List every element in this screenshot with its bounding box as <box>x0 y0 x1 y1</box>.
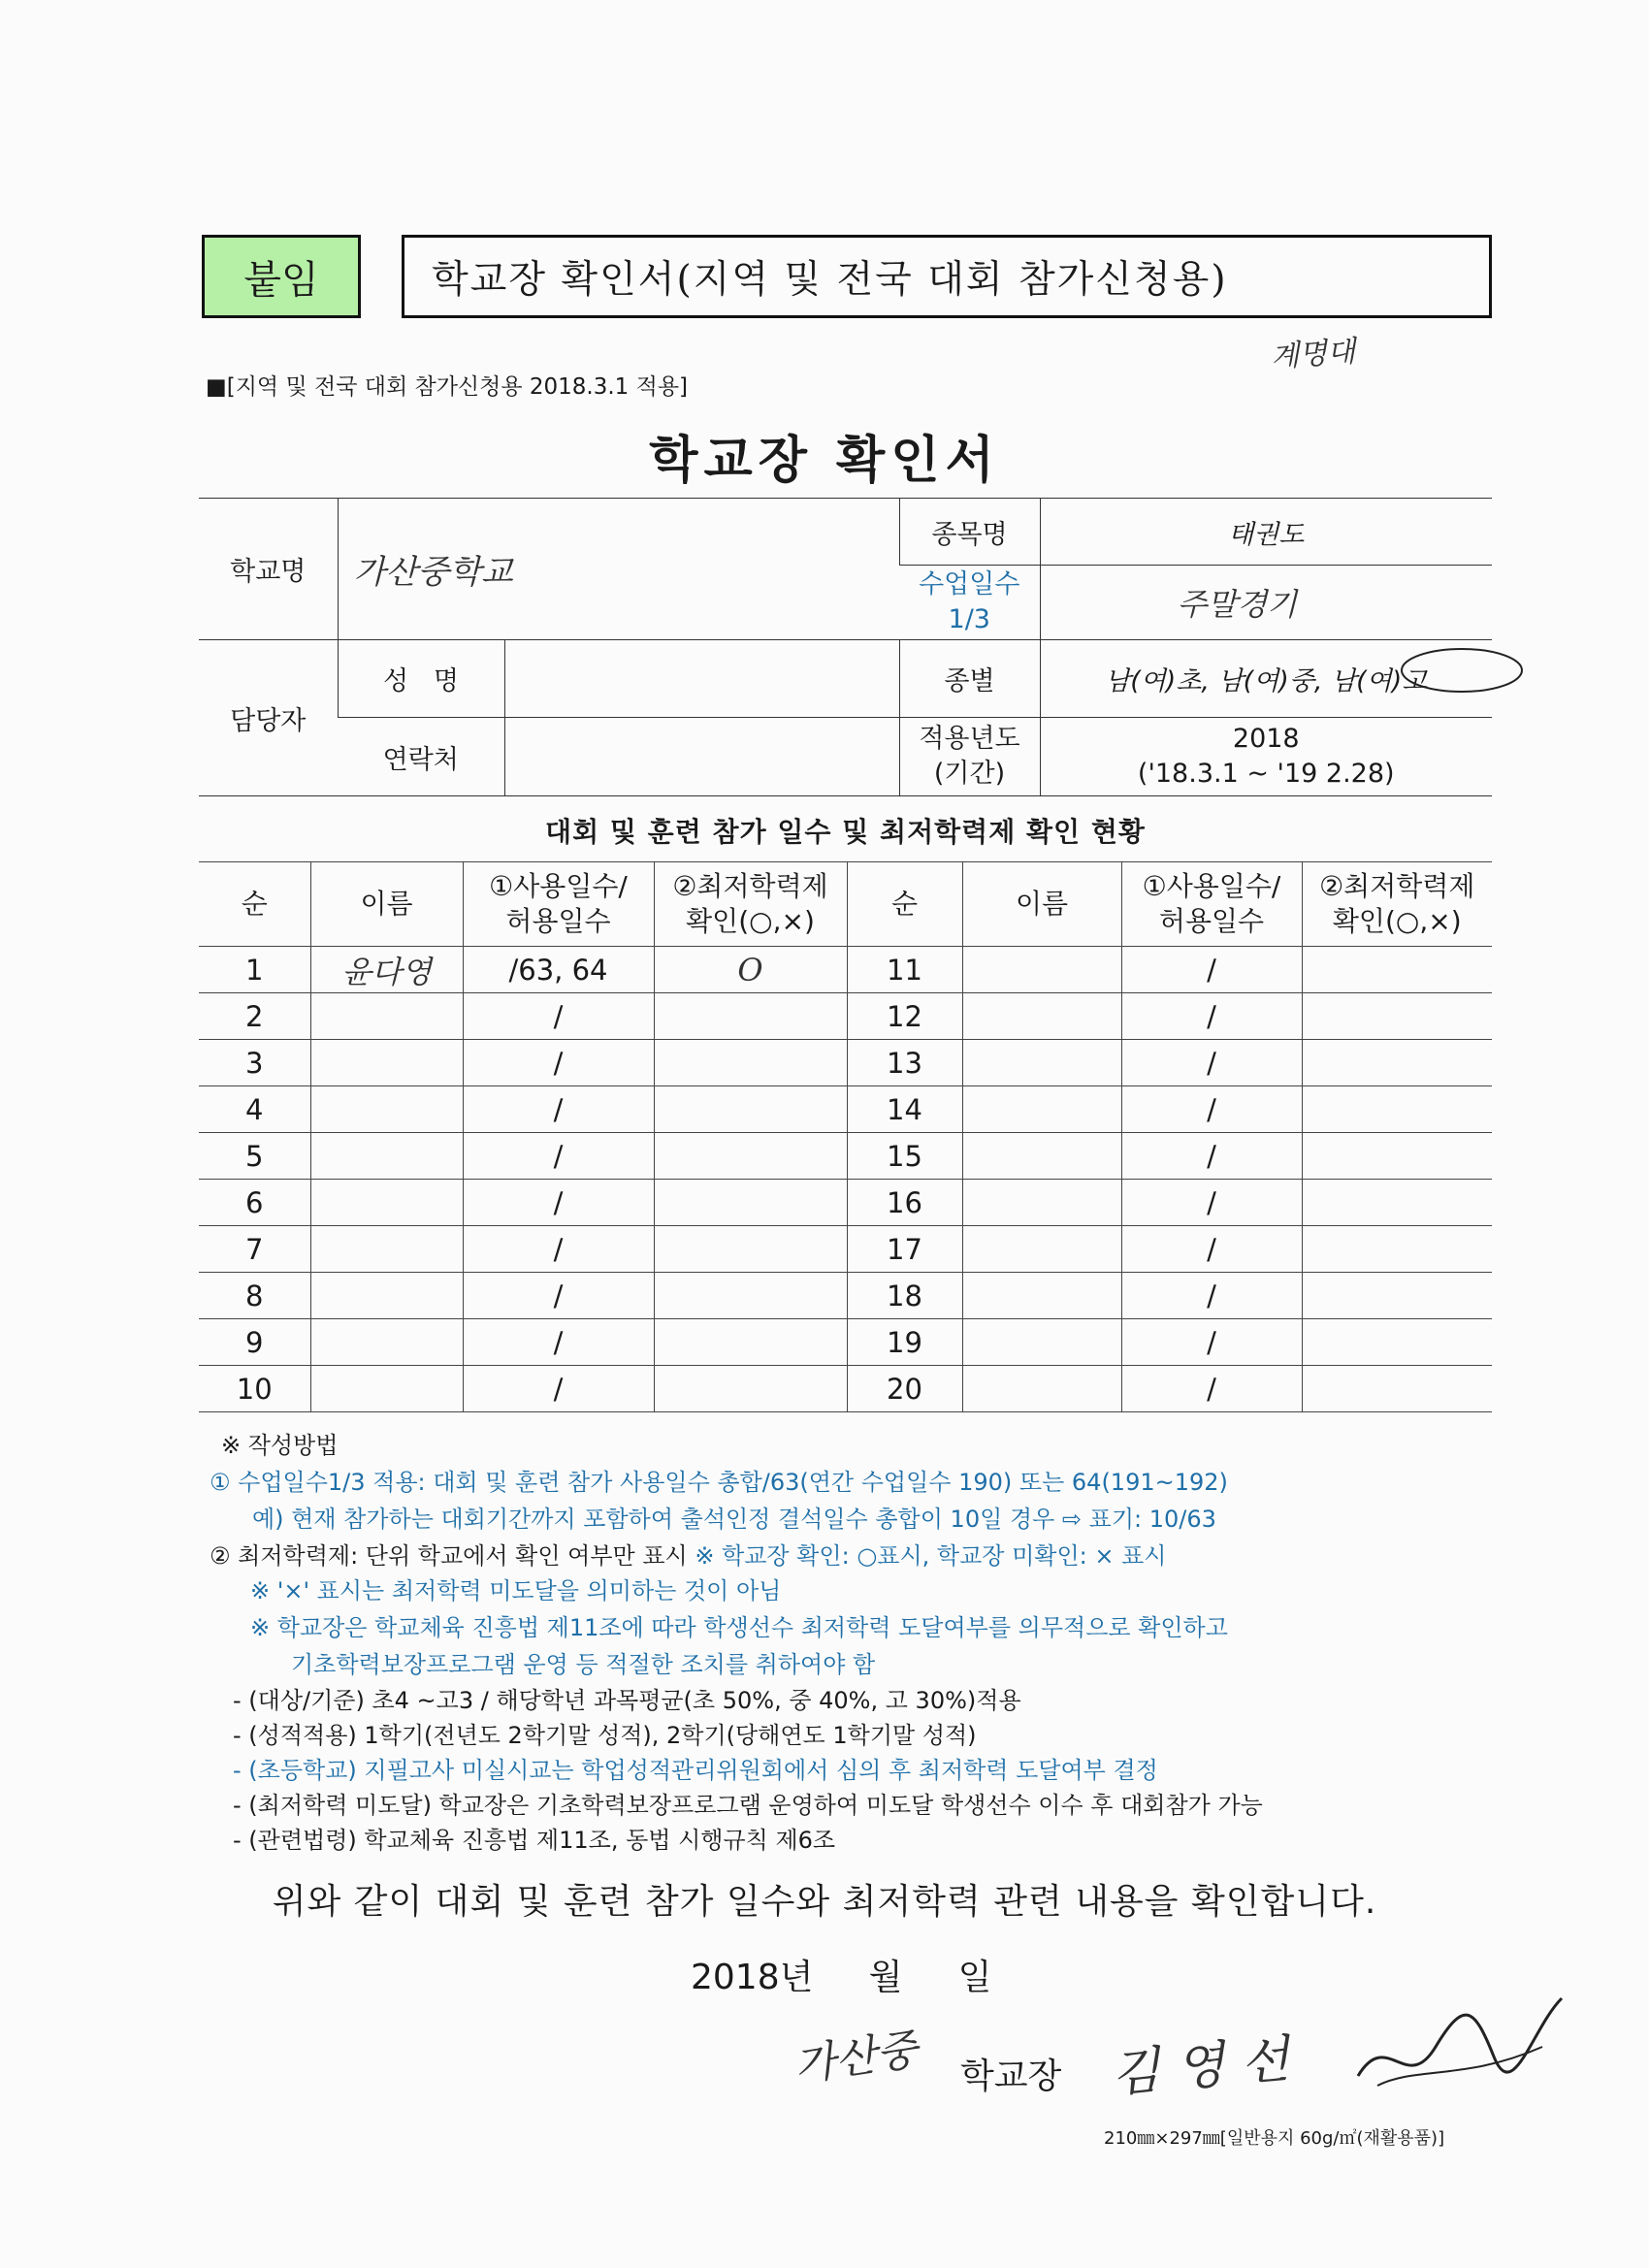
table-cell <box>654 1040 847 1086</box>
table-cell <box>654 1226 847 1273</box>
note-1b: 예) 현재 참가하는 대회기간까지 포함하여 출석인정 결석일수 총합이 10일 경우 ⇨ 표기: 10/63 <box>252 1506 1216 1533</box>
contact-label: 연락처 <box>338 718 504 796</box>
column-header: ②최저학력제 확인(○,×) <box>654 862 847 947</box>
table-cell: 8 <box>199 1273 310 1319</box>
kind-label: 종별 <box>899 640 1040 718</box>
table-cell: / <box>463 1180 654 1226</box>
class-days-value: 주말경기 <box>1040 566 1492 640</box>
principal-signature: 김 영 선 <box>1109 2030 1292 2104</box>
note-4b: 기초학력보장프로그램 운영 등 적절한 조치를 취하여야 함 <box>291 1651 876 1678</box>
paper-spec: 210㎜×297㎜[일반용지 60g/㎡(재활용품)] <box>1104 2128 1445 2149</box>
note-1a: ① 수업일수1/3 적용: 대회 및 훈련 참가 사용일수 총합/63(연간 수업일수 190) 또는 64(191~192) <box>210 1469 1228 1496</box>
section-title: 대회 및 훈련 참가 일수 및 최저학력제 확인 현황 <box>545 816 1146 848</box>
table-cell: 16 <box>847 1180 962 1226</box>
header-title: 학교장 확인서(지역 및 전국 대회 참가신청용) <box>402 235 1492 318</box>
table-row <box>199 1040 1492 1086</box>
school-signature: 가산중 <box>791 2025 922 2091</box>
table-cell <box>962 947 1121 993</box>
table-cell: 2 <box>199 993 310 1040</box>
table-row <box>199 1366 1492 1412</box>
school-name-value: 가산중학교 <box>338 499 899 640</box>
circle-mark-icon <box>1399 645 1525 696</box>
table-cell: 4 <box>199 1086 310 1133</box>
table-cell: 9 <box>199 1319 310 1366</box>
notes-heading: ※ 작성방법 <box>221 1432 339 1459</box>
table-row <box>199 1086 1492 1133</box>
column-header: 순 <box>199 862 310 947</box>
table-cell <box>1302 1226 1492 1273</box>
sport-label: 종목명 <box>899 499 1040 566</box>
table-cell <box>1302 947 1492 993</box>
year-label: 적용년도 (기간) <box>899 718 1040 796</box>
table-cell <box>310 1366 463 1412</box>
table-cell <box>962 1133 1121 1180</box>
school-name-label: 학교명 <box>199 499 338 640</box>
table-cell <box>310 1319 463 1366</box>
table-cell: 14 <box>847 1086 962 1133</box>
table-cell: / <box>463 993 654 1040</box>
table-row <box>199 947 1492 993</box>
detail-3: - (초등학교) 지필고사 미실시교는 학업성적관리위원회에서 심의 후 최저학력 도달여부 결정 <box>233 1757 1158 1784</box>
table-row <box>199 1133 1492 1180</box>
table-cell <box>310 1180 463 1226</box>
table-cell <box>310 1133 463 1180</box>
column-header: 이름 <box>310 862 463 947</box>
table-cell <box>654 1366 847 1412</box>
contact-value <box>504 718 899 796</box>
table-cell: / <box>1121 993 1302 1040</box>
handwritten-university: 계명대 <box>1270 335 1357 374</box>
sport-value: 태권도 <box>1040 499 1492 566</box>
table-cell: / <box>463 1319 654 1366</box>
table-cell: 6 <box>199 1180 310 1226</box>
name-value <box>504 640 899 718</box>
attachment-tag: 붙임 <box>202 235 361 318</box>
table-cell <box>962 1319 1121 1366</box>
table-cell: 19 <box>847 1319 962 1366</box>
column-header: 순 <box>847 862 962 947</box>
note-3: ※ '×' 표시는 최저학력 미도달을 의미하는 것이 아님 <box>250 1577 782 1604</box>
table-cell <box>654 993 847 1040</box>
table-cell: 12 <box>847 993 962 1040</box>
applicable-note: ■[지역 및 전국 대회 참가신청용 2018.3.1 적용] <box>206 374 689 400</box>
table-cell <box>654 1273 847 1319</box>
table-cell <box>962 1180 1121 1226</box>
detail-4: - (최저학력 미도달) 학교장은 기초학력보장프로그램 운영하여 미도달 학생선수 이수 후 대회참가 가능 <box>233 1792 1263 1819</box>
year-value: 2018 ('18.3.1 ~ '19 2.28) <box>1040 718 1492 796</box>
table-cell: / <box>463 1366 654 1412</box>
table-cell: / <box>1121 1133 1302 1180</box>
signature-scribble-icon <box>1348 1989 1571 2105</box>
column-header: ①사용일수/ 허용일수 <box>1121 862 1302 947</box>
document-title: 학교장 확인서 <box>649 432 1000 490</box>
table-cell: / <box>463 1273 654 1319</box>
table-cell <box>310 1226 463 1273</box>
table-cell: / <box>1121 1040 1302 1086</box>
table-cell: 17 <box>847 1226 962 1273</box>
table-cell <box>962 1040 1121 1086</box>
table-cell: O <box>654 947 847 993</box>
table-body <box>199 947 1492 1412</box>
table-row <box>199 1273 1492 1319</box>
table-cell: 13 <box>847 1040 962 1086</box>
table-cell <box>1302 1086 1492 1133</box>
table-cell <box>1302 1273 1492 1319</box>
principal-label: 학교장 <box>960 2057 1062 2096</box>
table-cell <box>654 1319 847 1366</box>
table-cell: / <box>463 1040 654 1086</box>
table-cell: /63, 64 <box>463 947 654 993</box>
note-4a: ※ 학교장은 학교체육 진흥법 제11조에 따라 학생선수 최저학력 도달여부를 의무적으로 확인하고 <box>250 1614 1228 1641</box>
table-cell: 18 <box>847 1273 962 1319</box>
column-header: ②최저학력제 확인(○,×) <box>1302 862 1492 947</box>
info-table <box>199 498 1492 796</box>
table-cell: 7 <box>199 1226 310 1273</box>
table-cell <box>1302 1180 1492 1226</box>
table-cell: / <box>1121 1180 1302 1226</box>
column-header: 이름 <box>962 862 1121 947</box>
table-cell <box>1302 1319 1492 1366</box>
manager-label: 담당자 <box>199 640 338 796</box>
table-cell: / <box>463 1226 654 1273</box>
table-cell: / <box>463 1133 654 1180</box>
table-cell: / <box>1121 947 1302 993</box>
table-cell <box>654 1180 847 1226</box>
table-cell <box>962 1273 1121 1319</box>
table-cell: 10 <box>199 1366 310 1412</box>
name-label: 성 명 <box>338 640 504 718</box>
table-cell: 1 <box>199 947 310 993</box>
table-cell <box>1302 1366 1492 1412</box>
closing-statement: 위와 같이 대회 및 훈련 참가 일수와 최저학력 관련 내용을 확인합니다. <box>272 1882 1377 1922</box>
table-cell: 3 <box>199 1040 310 1086</box>
table-cell <box>1302 1040 1492 1086</box>
participation-table <box>199 861 1492 1412</box>
table-cell <box>962 993 1121 1040</box>
table-cell: 11 <box>847 947 962 993</box>
detail-5: - (관련법령) 학교체육 진흥법 제11조, 동법 시행규칙 제6조 <box>233 1827 836 1854</box>
table-row <box>199 1319 1492 1366</box>
table-cell: 20 <box>847 1366 962 1412</box>
table-cell: 15 <box>847 1133 962 1180</box>
table-row <box>199 1180 1492 1226</box>
table-cell: 윤다영 <box>310 947 463 993</box>
table-cell <box>310 1040 463 1086</box>
table-cell: / <box>1121 1366 1302 1412</box>
table-cell <box>962 1086 1121 1133</box>
table-cell: / <box>1121 1319 1302 1366</box>
table-cell <box>310 1086 463 1133</box>
table-cell: 5 <box>199 1133 310 1180</box>
table-cell <box>654 1133 847 1180</box>
table-cell <box>310 1273 463 1319</box>
table-cell: / <box>1121 1226 1302 1273</box>
table-cell <box>1302 1133 1492 1180</box>
kind-value: 남(여)초, 남(여)중, 남(여)고 <box>1040 640 1492 718</box>
table-cell: / <box>463 1086 654 1133</box>
table-header-row <box>199 862 1492 947</box>
date-line: 2018년 월 일 <box>691 1958 992 1997</box>
note-2: ② 최저학력제: 단위 학교에서 확인 여부만 표시 ※ 학교장 확인: ○표시, 학교장 미확인: × 표시 <box>210 1542 1167 1570</box>
table-cell <box>310 993 463 1040</box>
table-cell <box>1302 993 1492 1040</box>
detail-2: - (성적적용) 1학기(전년도 2학기말 성적), 2학기(당해연도 1학기말 성적) <box>233 1722 977 1749</box>
column-header: ①사용일수/ 허용일수 <box>463 862 654 947</box>
class-days-label: 수업일수 1/3 <box>899 566 1040 640</box>
table-cell <box>962 1366 1121 1412</box>
table-row <box>199 993 1492 1040</box>
table-cell <box>962 1226 1121 1273</box>
table-row <box>199 1226 1492 1273</box>
table-cell: / <box>1121 1086 1302 1133</box>
detail-1: - (대상/기준) 초4 ~고3 / 해당학년 과목평균(초 50%, 중 40%, 고 30%)적용 <box>233 1687 1021 1714</box>
table-cell: / <box>1121 1273 1302 1319</box>
table-cell <box>654 1086 847 1133</box>
